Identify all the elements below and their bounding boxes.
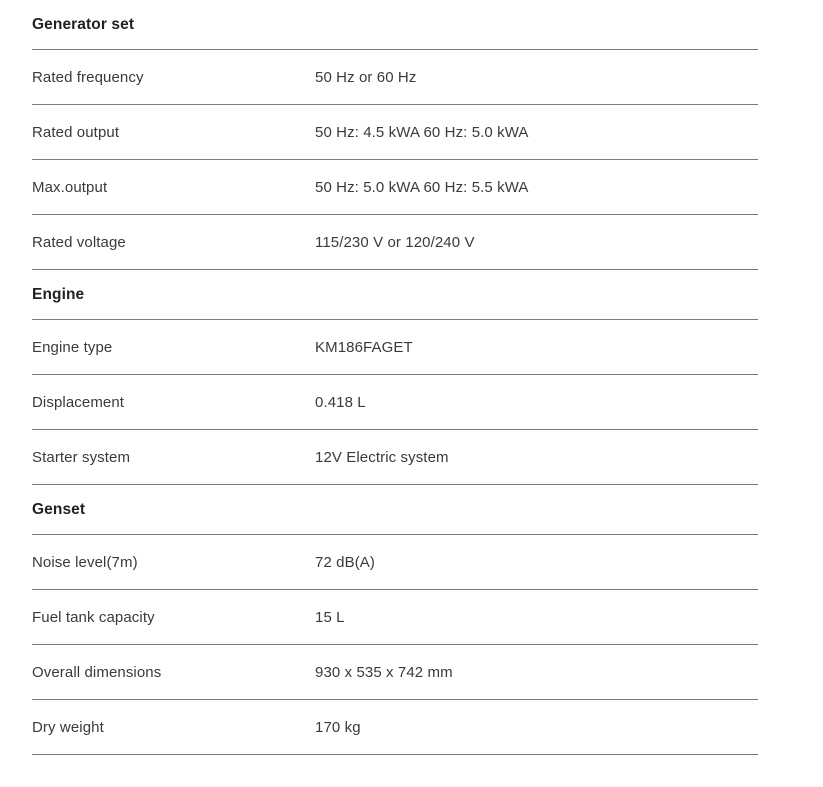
spec-table	[32, 0, 758, 755]
spec-row-max-output	[32, 160, 758, 215]
spec-value: 170 kg	[315, 718, 361, 736]
spec-value: 15 L	[315, 608, 345, 626]
spec-row-engine-type	[32, 320, 758, 375]
spec-value: KM186FAGET	[315, 338, 413, 356]
spec-row-dry-weight	[32, 700, 758, 755]
section-title: Engine	[32, 285, 85, 303]
spec-value: 0.418 L	[315, 393, 366, 411]
spec-row-overall-dimensions	[32, 645, 758, 700]
spec-row-rated-output	[32, 105, 758, 160]
spec-value: 115/230 V or 120/240 V	[315, 233, 475, 251]
spec-label: Noise level(7m)	[32, 553, 138, 571]
spec-label: Dry weight	[32, 718, 104, 736]
spec-label: Rated voltage	[32, 233, 126, 251]
spec-value: 50 Hz: 4.5 kWA 60 Hz: 5.0 kWA	[315, 123, 529, 141]
spec-label: Rated output	[32, 123, 120, 141]
spec-value: 50 Hz or 60 Hz	[315, 68, 417, 86]
spec-value: 12V Electric system	[315, 448, 449, 466]
spec-row-noise-level	[32, 535, 758, 590]
spec-label: Fuel tank capacity	[32, 608, 155, 626]
section-header-genset	[32, 485, 758, 535]
section-title: Generator set	[32, 15, 135, 33]
spec-label: Max.output	[32, 178, 108, 196]
spec-value: 930 x 535 x 742 mm	[315, 663, 453, 681]
spec-label: Overall dimensions	[32, 663, 162, 681]
spec-row-rated-voltage	[32, 215, 758, 270]
spec-row-rated-frequency	[32, 50, 758, 105]
spec-row-displacement	[32, 375, 758, 430]
section-title: Genset	[32, 500, 86, 518]
spec-label: Starter system	[32, 448, 131, 466]
spec-label: Engine type	[32, 338, 113, 356]
spec-label: Displacement	[32, 393, 125, 411]
spec-row-starter-system	[32, 430, 758, 485]
section-header-generator-set	[32, 0, 758, 50]
spec-value: 72 dB(A)	[315, 553, 375, 571]
spec-label: Rated frequency	[32, 68, 144, 86]
spec-value: 50 Hz: 5.0 kWA 60 Hz: 5.5 kWA	[315, 178, 529, 196]
section-header-engine	[32, 270, 758, 320]
spec-row-fuel-tank-capacity	[32, 590, 758, 645]
